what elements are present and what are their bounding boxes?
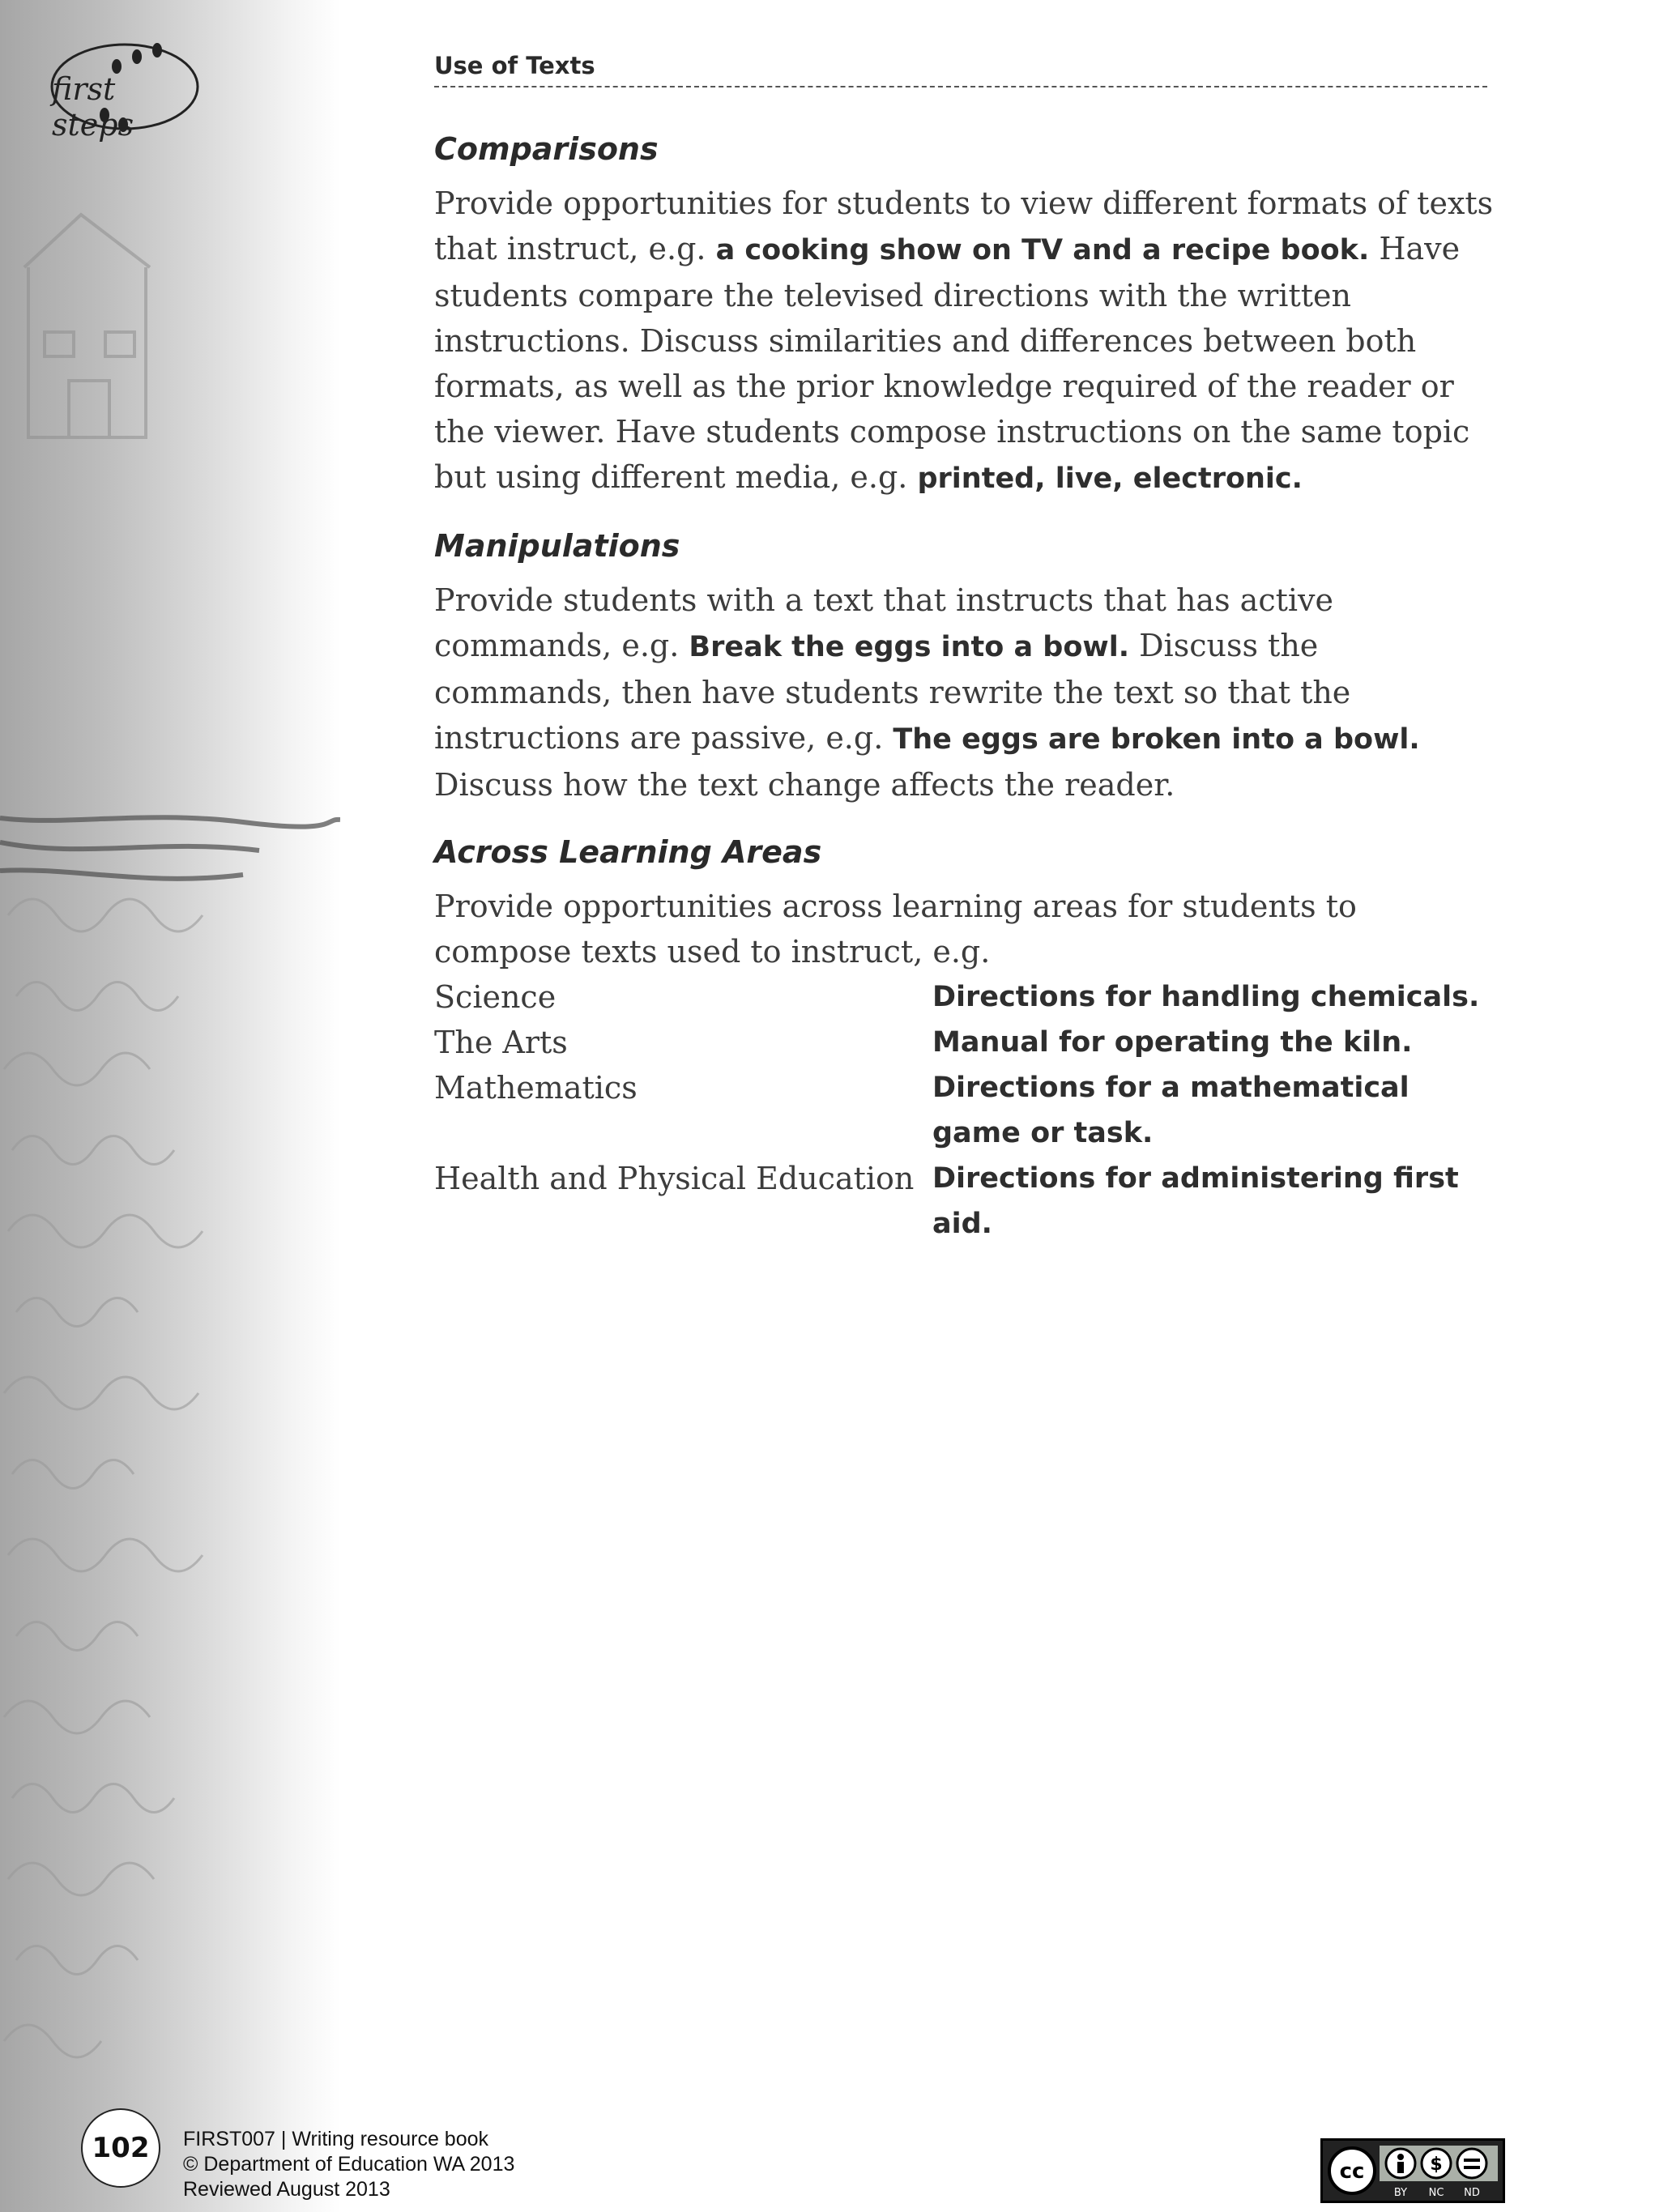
area-name: The Arts — [434, 1025, 568, 1060]
area-description: Manual for operating the kiln. — [932, 1026, 1413, 1059]
body-text: Discuss how the text change affects the reader. — [434, 767, 1175, 803]
license-label: BY — [1393, 2187, 1408, 2199]
decorative-side-band — [0, 0, 340, 2212]
body-text: Discuss the commands, then have students rewrite the text so that the instructions are passive, e.g. — [434, 628, 1351, 756]
header-divider — [434, 86, 1487, 87]
footer-line: Reviewed August 2013 — [183, 2178, 390, 2201]
paragraph: Provide opportunities across learning areas for students to compose texts used to instruct, e.g. — [434, 889, 1357, 970]
license-badge-icon — [1323, 2141, 1503, 2201]
list-item — [434, 1020, 1495, 1065]
first-steps-logo — [44, 34, 206, 143]
list-item — [434, 1065, 1495, 1156]
section-heading: Across Learning Areas — [434, 834, 822, 870]
section-manipulations — [434, 522, 1495, 808]
list-item — [434, 974, 1495, 1020]
section-heading: Comparisons — [434, 131, 659, 167]
area-name: Health and Physical Education — [434, 1161, 915, 1196]
footer-line: © Department of Education WA 2013 — [183, 2153, 515, 2176]
logo-text: first steps — [52, 71, 134, 143]
example-text: printed, live, electronic. — [917, 462, 1303, 495]
area-name: Mathematics — [434, 1070, 638, 1106]
section-across-learning-areas — [434, 829, 1495, 1247]
body-text: Provide students with a text that instructs that has active commands, e.g. — [434, 582, 1333, 663]
footer-line: FIRST007 | Writing resource book — [183, 2128, 489, 2150]
area-description: Directions for a mathematical game or task. — [932, 1072, 1410, 1149]
area-description: Directions for administering first aid. — [932, 1162, 1459, 1240]
paragraph — [434, 578, 1495, 808]
list-item — [434, 1156, 1495, 1247]
page-number: 102 — [81, 2108, 160, 2188]
license-label: NC — [1428, 2187, 1444, 2199]
cc-by-nc-nd-icon — [1320, 2138, 1505, 2203]
svg-text:$: $ — [1430, 2154, 1443, 2175]
example-text: The eggs are broken into a bowl. — [893, 723, 1420, 756]
handwriting-background-icon — [0, 0, 340, 2212]
body-text: Have students compare the televised directions with the written instructions. Discuss similarities and differences between both formats, as well as the prior knowledge required of the reader or the viewer. Have students compose instructions on the same topic but using different media, e.g. — [434, 231, 1470, 495]
learning-areas-list — [434, 974, 1495, 1247]
example-text: a cooking show on TV and a recipe book. — [715, 234, 1370, 266]
main-content — [434, 126, 1495, 1247]
running-head: Use of Texts — [434, 52, 595, 79]
license-label: ND — [1464, 2187, 1480, 2199]
area-name: Science — [434, 979, 557, 1015]
body-text: Provide opportunities for students to view different formats of texts that instruct, e.g. — [434, 185, 1494, 266]
footer-credits — [183, 2127, 514, 2202]
section-comparisons — [434, 126, 1495, 501]
paragraph — [434, 181, 1495, 501]
section-heading: Manipulations — [434, 528, 680, 564]
svg-text:cc: cc — [1339, 2159, 1365, 2184]
example-text: Break the eggs into a bowl. — [689, 631, 1129, 663]
area-description: Directions for handling chemicals. — [932, 981, 1480, 1013]
